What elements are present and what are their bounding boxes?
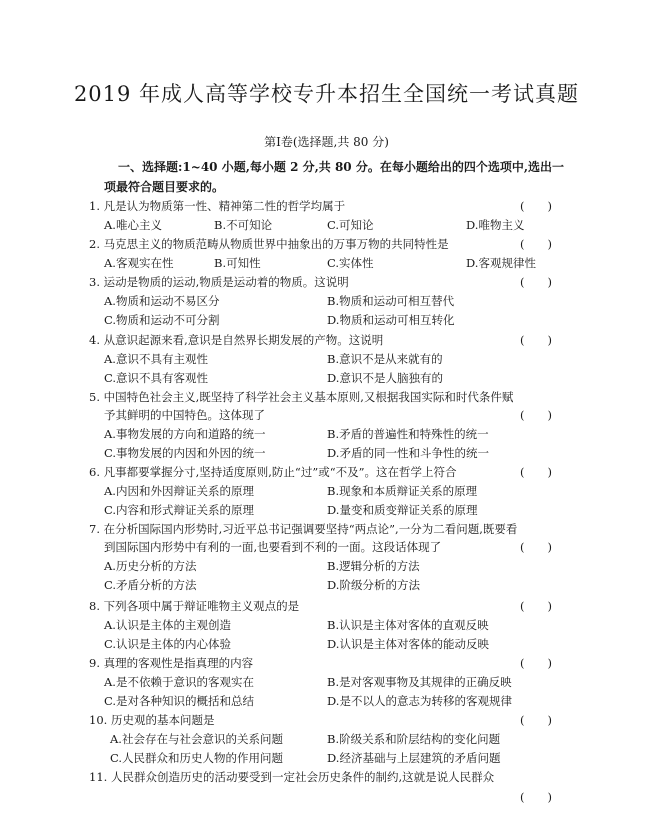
question-10-answer-blank[interactable]: ( ) bbox=[520, 713, 552, 727]
question-3-option-a: A.物质和运动不易区分 bbox=[104, 294, 220, 308]
question-1-option-a: A.唯心主义 bbox=[104, 218, 162, 232]
question-5-option-c: C.事物发展的内因和外因的统一 bbox=[104, 446, 266, 460]
question-8-answer-blank[interactable]: ( ) bbox=[520, 599, 552, 613]
question-3-option-d: D.物质和运动可相互转化 bbox=[327, 313, 455, 327]
question-8-option-a: A.认识是主体的主观创造 bbox=[104, 618, 231, 632]
question-1-option-c: C.可知论 bbox=[327, 218, 374, 232]
question-8-option-c: C.认识是主体的内心体验 bbox=[104, 637, 232, 651]
question-11-stem: 11. 人民群众创造历史的活动要受到一定社会历史条件的制约,这就是说人民群众 bbox=[89, 770, 495, 784]
question-5-option-d: D.矛盾的同一性和斗争性的统一 bbox=[327, 446, 489, 460]
question-6-stem: 6. 凡事都要掌握分寸,坚持适度原则,防止“过”或“不及”。这在哲学上符合 bbox=[89, 465, 457, 479]
question-4-stem: 4. 从意识起源来看,意识是自然界长期发展的产物。这说明 bbox=[89, 333, 384, 347]
question-5-option-b: B.矛盾的普遍性和特殊性的统一 bbox=[327, 427, 489, 441]
question-5-stem-line-2: 予其鲜明的中国特色。这体现了 bbox=[104, 408, 265, 422]
question-4-option-b: B.意识不是从来就有的 bbox=[327, 352, 443, 366]
question-7-option-c: C.矛盾分析的方法 bbox=[104, 578, 197, 592]
question-9-option-d: D.是不以人的意志为转移的客观规律 bbox=[327, 694, 512, 708]
question-3-option-c: C.物质和运动不可分割 bbox=[104, 313, 220, 327]
question-7-answer-blank[interactable]: ( ) bbox=[520, 540, 552, 554]
question-7-option-b: B.逻辑分析的方法 bbox=[327, 559, 420, 573]
question-9-option-c: C.是对各种知识的概括和总结 bbox=[104, 694, 255, 708]
question-1-option-d: D.唯物主义 bbox=[466, 218, 525, 232]
question-4-option-d: D.意识不是人脑独有的 bbox=[327, 371, 443, 385]
question-10-option-c: C.人民群众和历史人物的作用问题 bbox=[110, 751, 284, 765]
question-8-option-d: D.认识是主体对客体的能动反映 bbox=[327, 637, 489, 651]
question-6-option-a: A.内因和外因辩证关系的原理 bbox=[104, 484, 254, 498]
question-10-option-a: A.社会存在与社会意识的关系问题 bbox=[110, 732, 283, 746]
question-3-answer-blank[interactable]: ( ) bbox=[520, 275, 552, 289]
question-7-option-d: D.阶级分析的方法 bbox=[327, 578, 420, 592]
question-1-option-b: B.不可知论 bbox=[214, 218, 273, 232]
question-3-stem: 3. 运动是物质的运动,物质是运动着的物质。这说明 bbox=[89, 275, 349, 289]
question-9-answer-blank[interactable]: ( ) bbox=[520, 656, 552, 670]
question-1-stem: 1. 凡是认为物质第一性、精神第二性的哲学均属于 bbox=[89, 199, 346, 213]
question-2-answer-blank[interactable]: ( ) bbox=[520, 237, 552, 251]
question-2-option-d: D.客观规律性 bbox=[466, 256, 536, 270]
question-3-option-b: B.物质和运动可相互替代 bbox=[327, 294, 455, 308]
question-10-option-b: B.阶级关系和阶层结构的变化问题 bbox=[327, 732, 501, 746]
question-7-stem-line-1: 7. 在分析国际国内形势时,习近平总书记强调要坚持“两点论”,一分为二看问题,既要看 bbox=[89, 522, 518, 536]
section-instruction: 一、选择题:1~40 小题,每小题 2 分,共 80 分。在每小题给出的四个选项中,选出一项最符合题目要求的。 bbox=[104, 160, 565, 194]
question-7-stem-line-2: 到国际国内形势中有利的一面,也要看到不利的一面。这段话体现了 bbox=[104, 540, 442, 554]
question-9-option-b: B.是对客观事物及其规律的正确反映 bbox=[327, 675, 512, 689]
question-8-stem: 8. 下列各项中属于辩证唯物主义观点的是 bbox=[89, 599, 300, 613]
question-9-stem: 9. 真理的客观性是指真理的内容 bbox=[89, 656, 254, 670]
volume-subtitle: 第Ⅰ卷(选择题,共 80 分) bbox=[264, 135, 389, 149]
question-5-stem-line-1: 5. 中国特色社会主义,既坚持了科学社会主义基本原则,又根据我国实际和时代条件赋 bbox=[89, 390, 514, 404]
question-2-option-a: A.客观实在性 bbox=[104, 256, 174, 270]
question-6-answer-blank[interactable]: ( ) bbox=[520, 465, 552, 479]
question-11-answer-blank[interactable]: ( ) bbox=[520, 790, 552, 804]
question-1-answer-blank[interactable]: ( ) bbox=[520, 199, 552, 213]
question-10-option-d: D.经济基础与上层建筑的矛盾问题 bbox=[327, 751, 501, 765]
question-4-option-c: C.意识不具有客观性 bbox=[104, 371, 209, 385]
page-title: 2019 年成人高等学校专升本招生全国统一考试真题 bbox=[73, 82, 580, 106]
question-4-option-a: A.意识不具有主观性 bbox=[104, 352, 208, 366]
question-6-option-c: C.内容和形式辩证关系的原理 bbox=[104, 503, 255, 517]
question-2-stem: 2. 马克思主义的物质范畴从物质世界中抽象出的万事万物的共同特性是 bbox=[89, 237, 449, 251]
question-2-option-c: C.实体性 bbox=[327, 256, 374, 270]
question-6-option-d: D.量变和质变辩证关系的原理 bbox=[327, 503, 478, 517]
question-5-option-a: A.事物发展的方向和道路的统一 bbox=[104, 427, 266, 441]
question-5-answer-blank[interactable]: ( ) bbox=[520, 408, 552, 422]
question-8-option-b: B.认识是主体对客体的直观反映 bbox=[327, 618, 489, 632]
question-10-stem: 10. 历史观的基本问题是 bbox=[89, 713, 215, 727]
question-6-option-b: B.现象和本质辩证关系的原理 bbox=[327, 484, 478, 498]
question-7-option-a: A.历史分析的方法 bbox=[104, 559, 197, 573]
question-2-option-b: B.可知性 bbox=[214, 256, 261, 270]
question-4-answer-blank[interactable]: ( ) bbox=[520, 333, 552, 347]
question-9-option-a: A.是不依赖于意识的客观实在 bbox=[104, 675, 254, 689]
